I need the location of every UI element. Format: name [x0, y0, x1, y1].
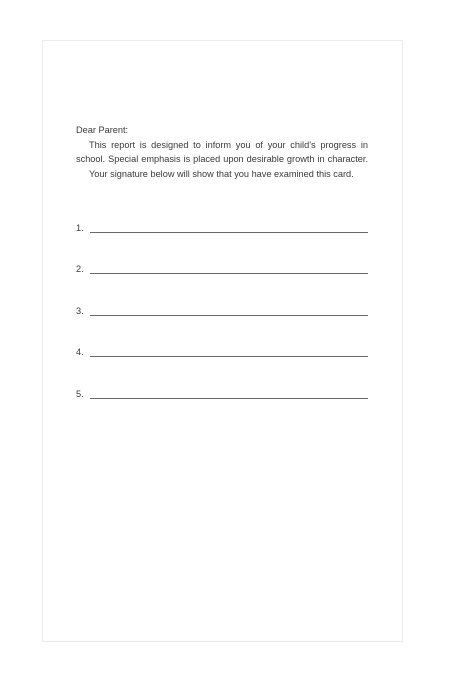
paragraph-line-1: This report is designed to inform you of your child’s progress in: [89, 140, 368, 150]
signature-row-1: [76, 224, 368, 238]
signature-line[interactable]: [90, 315, 368, 316]
signature-line[interactable]: [90, 356, 368, 357]
signature-line[interactable]: [90, 273, 368, 274]
signature-number: 4.: [76, 347, 84, 357]
signature-number: 1.: [76, 223, 84, 233]
signature-line[interactable]: [90, 232, 368, 233]
signature-number: 3.: [76, 306, 84, 316]
signature-row-5: [76, 390, 368, 404]
signature-row-2: [76, 265, 368, 279]
signature-number: 2.: [76, 264, 84, 274]
signature-number: 5.: [76, 389, 84, 399]
signature-row-4: [76, 348, 368, 362]
salutation: Dear Parent:: [76, 125, 129, 135]
signature-line[interactable]: [90, 398, 368, 399]
paragraph-line-2: school. Special emphasis is placed upon desirable growth in character.: [76, 154, 368, 164]
signature-row-3: [76, 307, 368, 321]
paragraph-line-3: Your signature below will show that you have examined this card.: [89, 169, 354, 179]
